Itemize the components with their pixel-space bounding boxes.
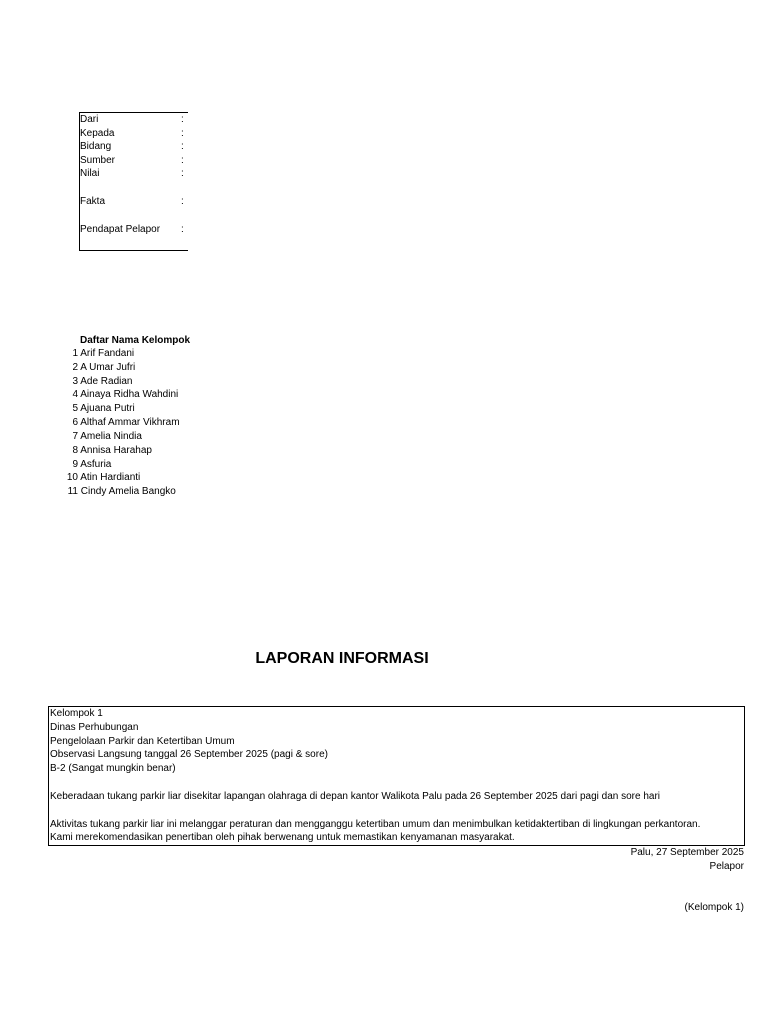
list-item: 2 A Umar Jufri — [72, 362, 136, 373]
from-label: Dari — [80, 114, 99, 125]
report-source: Observasi Langsung tanggal 26 September 2025 (pagi & sore) — [50, 749, 328, 760]
source-label: Sumber — [80, 155, 116, 166]
report-value: B-2 (Sangat mungkin benar) — [50, 763, 176, 774]
division-colon: : — [181, 141, 184, 152]
opinion-label: Pendapat Pelapor — [80, 224, 161, 235]
report-opinion-2: Kami merekomendasikan penertiban oleh pihak berwenang untuk memastikan kenyamanan masyarakat. — [50, 832, 515, 843]
list-item: 3 Ade Radian — [72, 376, 133, 387]
to-colon: : — [181, 128, 184, 139]
report-from: Kelompok 1 — [50, 708, 103, 719]
list-item: 5 Ajuana Putri — [72, 403, 135, 414]
signature-role: Pelapor — [709, 861, 744, 872]
signature-place-date: Palu, 27 September 2025 — [630, 847, 744, 858]
report-title: LAPORAN INFORMASI — [255, 650, 429, 667]
signature-name: (Kelompok 1) — [684, 902, 744, 913]
members-list — [0, 347, 300, 507]
value-label: Nilai — [80, 168, 100, 179]
report-facts: Keberadaan tukang parkir liar disekitar lapangan olahraga di depan kantor Walikota Palu pada 26 September 2025 dari pagi dan sore hari — [50, 791, 661, 802]
report-opinion-1: Aktivitas tukang parkir liar ini melanggar peraturan dan mengganggu ketertiban umum dan menimbulkan ketidaktertiban di lingkungan perkantoran. — [50, 819, 701, 830]
opinion-colon: : — [181, 224, 184, 235]
list-item: 8 Annisa Harahap — [72, 445, 152, 456]
list-item: 1 Arif Fandani — [72, 348, 135, 359]
list-item: 6 Althaf Ammar Vikhram — [72, 417, 180, 428]
report-division: Pengelolaan Parkir dan Ketertiban Umum — [50, 736, 235, 747]
value-colon: : — [181, 168, 184, 179]
members-title: Daftar Nama Kelompok — [80, 335, 191, 346]
report-box — [48, 706, 745, 846]
list-item: 9 Asfuria — [72, 459, 112, 470]
list-item: 11 Cindy Amelia Bangko — [67, 486, 176, 497]
facts-label: Fakta — [80, 196, 106, 207]
division-label: Bidang — [80, 141, 112, 152]
list-item: 10 Atin Hardianti — [66, 472, 141, 483]
source-colon: : — [181, 155, 184, 166]
field-template-box — [79, 112, 188, 251]
list-item: 7 Amelia Nindia — [72, 431, 142, 442]
report-to: Dinas Perhubungan — [50, 722, 139, 733]
to-label: Kepada — [80, 128, 115, 139]
list-item: 4 Ainaya Ridha Wahdini — [72, 389, 179, 400]
facts-colon: : — [181, 196, 184, 207]
from-colon: : — [181, 114, 184, 125]
